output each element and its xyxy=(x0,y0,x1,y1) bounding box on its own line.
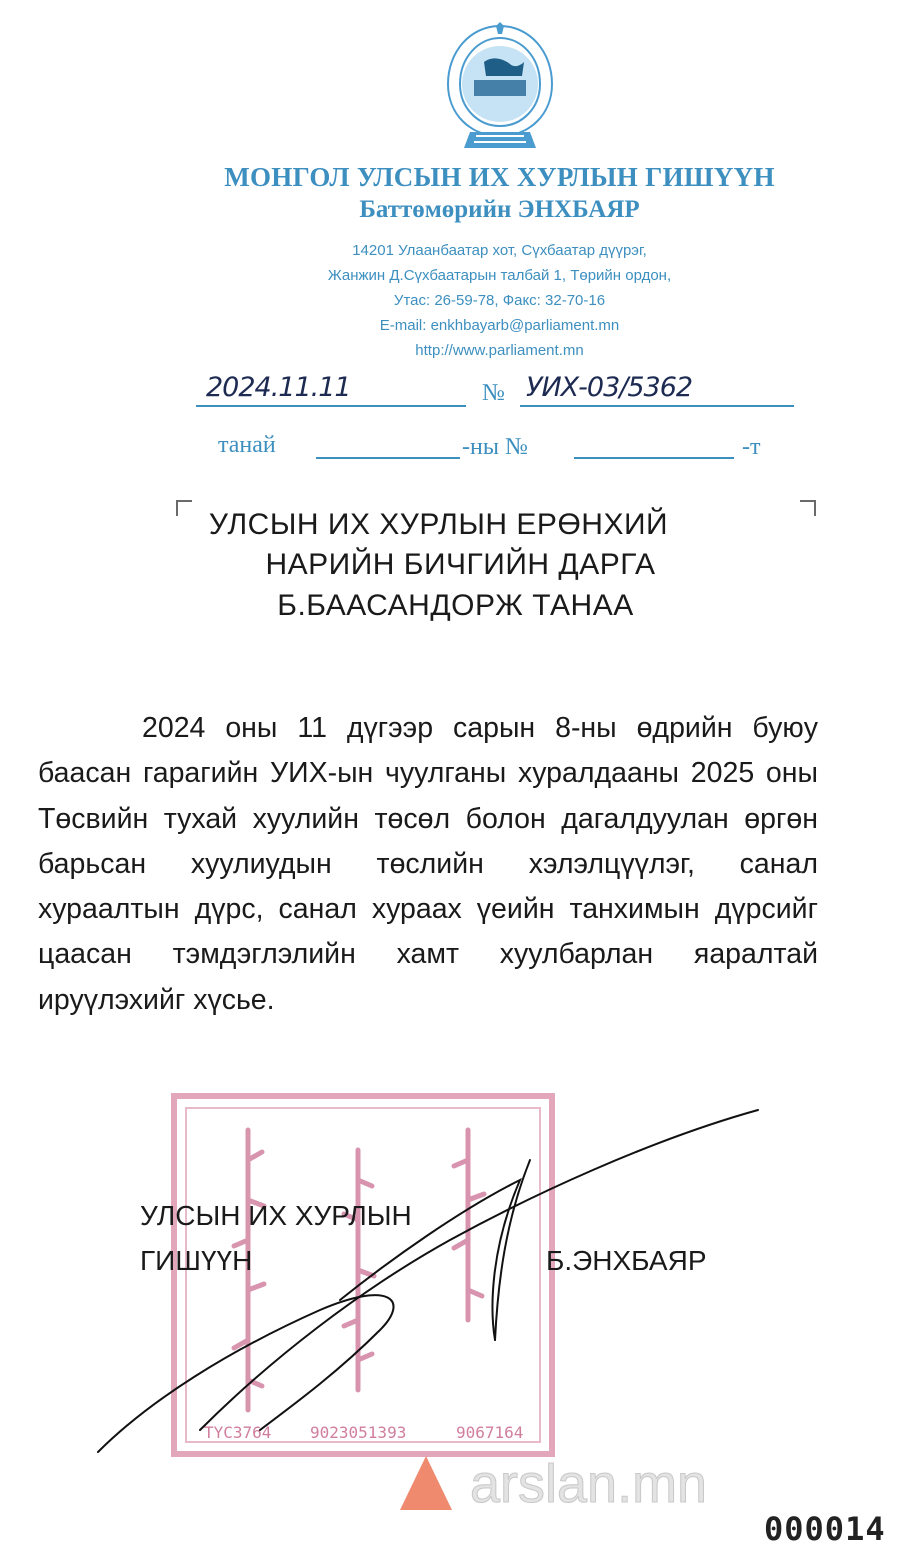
signatory-title-line2: ГИШҮҮН xyxy=(140,1245,253,1276)
watermark-triangle-icon xyxy=(400,1456,452,1510)
letter-body xyxy=(38,706,818,1023)
letterhead-member-name: Баттөмөрийн ЭНХБАЯР xyxy=(359,196,640,223)
address-line: 14201 Улаанбаатар хот, Сүхбаатар дүүрэг, xyxy=(352,242,647,259)
watermark-logo xyxy=(400,1452,900,1514)
your-label: танай xyxy=(218,432,276,458)
t-label: -т xyxy=(742,434,761,460)
letterhead-title: МОНГОЛ УЛСЫН ИХ ХУРЛЫН ГИШҮҮН xyxy=(224,162,775,192)
addressee-line: НАРИЙН БИЧГИЙН ДАРГА xyxy=(265,548,656,581)
ny-number-label: -ны № xyxy=(462,434,528,460)
your-date-underline xyxy=(316,457,460,459)
stamp-code: ТҮС3764 xyxy=(204,1423,272,1442)
document-serial-number: 000014 xyxy=(764,1510,886,1548)
email-line: E-mail: enkhbayarb@parliament.mn xyxy=(379,317,620,334)
number-underline xyxy=(520,405,794,407)
stamp-code: 9067164 xyxy=(456,1423,524,1442)
number-label: № xyxy=(482,380,505,406)
state-emblem-icon xyxy=(440,22,560,154)
address-line: Жанжин Д.Сүхбаатарын талбай 1, Төрийн ордон, xyxy=(327,267,672,284)
handwritten-number: УИХ-03/5362 xyxy=(526,372,693,403)
addressee-line: УЛСЫН ИХ ХУРЛЫН ЕРӨНХИЙ xyxy=(208,508,669,541)
handwritten-signature xyxy=(90,1100,770,1460)
your-number-underline xyxy=(574,457,734,459)
website-line: http://www.parliament.mn xyxy=(415,342,584,359)
addressee-name: Б.БААСАНДОРЖ ТАНАА xyxy=(277,589,634,622)
signatory-name: Б.ЭНХБАЯР xyxy=(546,1245,707,1276)
phone-fax-line: Утас: 26-59-78, Факс: 32-70-16 xyxy=(393,292,606,309)
body-paragraph: 2024 оны 11 дүгээр сарын 8-ны өдрийн буюу баасан гарагийн УИХ-ын чуулганы хуралдааны 2025 оны Төсвийн тухай хуулийн төсөл болон дагалдуулан өргөн барьсан хуулиудын төслийн хэлэлцүүлэг, санал хураалтын дүрс, санал хураах үеийн танхимын дүрсийг цаасан тэмдэглэлийн хамт хуулбарлан яаралтай ируүлэхийг хүсье. xyxy=(38,712,818,1016)
signatory-title-line1: УЛСЫН ИХ ХУРЛЫН xyxy=(140,1200,412,1231)
watermark-text: arslan.mn xyxy=(470,1454,708,1514)
date-underline xyxy=(196,405,466,407)
stamp-code: 9023051393 xyxy=(310,1423,407,1442)
handwritten-date: 2024.11.11 xyxy=(206,372,351,403)
